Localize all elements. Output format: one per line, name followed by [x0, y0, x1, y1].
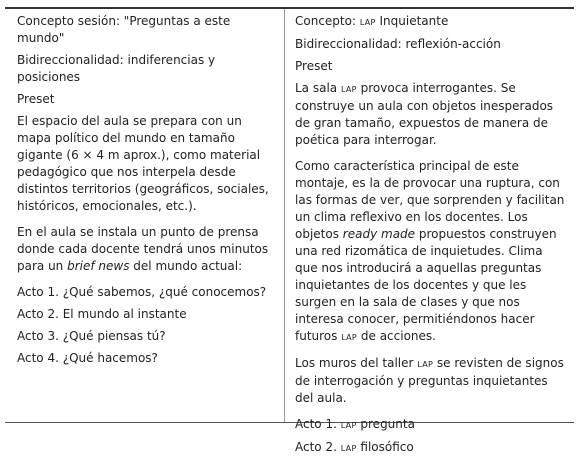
walls-paragraph	[295, 355, 567, 407]
montage-paragraph	[295, 158, 567, 346]
act-2-prefix: Acto 2.	[295, 440, 341, 454]
lap-abbrev: LAP	[341, 333, 358, 342]
lap-abbrev: LAP	[359, 18, 376, 27]
lap-abbrev: LAP	[417, 360, 434, 369]
lap-room-paragraph	[295, 80, 567, 149]
montage-text-a: Como característica principal de este montaje, es la de provocar una ruptura, con las formas de ver, que sorprenden y facilitan un clima reflexivo en los docentes. Los objetos	[295, 159, 565, 241]
lap-abbrev: LAP	[340, 421, 357, 430]
lap-abbrev: LAP	[340, 85, 357, 94]
act-1-suffix: pregunta	[356, 417, 415, 431]
walls-text-b: se revisten de signos de interrogación y preguntas inquietantes del aula.	[295, 356, 564, 405]
lap-concept-suffix: Inquietante	[375, 14, 449, 28]
preset-paragraph: El espacio del aula se prepara con un mapa político del mundo en tamaño gigante (6 × 4 m aprox.), como material pedagógico que nos interpela desde distintos territorios (geográficos, sociales, históricos, emocionales, etc.).	[17, 114, 269, 213]
press-paragraph	[17, 224, 273, 275]
ready-made-emphasis: ready made	[342, 227, 416, 241]
act-1	[295, 416, 567, 434]
preset-heading: Preset	[17, 92, 55, 106]
act-2: Acto 2. El mundo al instante	[17, 307, 187, 321]
lap-room-text-b: provoca interrogantes. Se construye un aula con objetos inesperados de gran tamaño, expuestos de manera de poética para interrogar.	[295, 81, 554, 147]
session-concept: Concepto sesión: "Preguntas a este mundo"	[17, 14, 231, 45]
lap-room-text-a: La sala	[295, 81, 341, 95]
bidirectionality: Bidireccionalidad: reflexión-acción	[295, 37, 501, 51]
act-4: Acto 4. ¿Qué hacemos?	[17, 351, 158, 365]
table-top-rule	[5, 7, 574, 9]
act-2	[295, 439, 567, 457]
lap-concept-prefix: Concepto:	[295, 14, 360, 28]
act-1-prefix: Acto 1.	[295, 417, 341, 431]
act-1: Acto 1. ¿Qué sabemos, ¿qué conocemos?	[17, 285, 267, 299]
lap-concept	[295, 13, 567, 31]
right-column	[295, 13, 567, 462]
montage-text-c: de acciones.	[357, 329, 436, 343]
brief-news-emphasis: brief news	[67, 259, 130, 273]
montage-text-b: propuestos construyen una red rizomática de inquietudes. Clima que nos introducirá a aquellas preguntas inquietantes de los docentes y que les surgen en la sala de clases y que nos interesa conocer, permitiéndonos hacer futuros	[295, 227, 557, 343]
walls-text-a: Los muros del taller	[295, 356, 418, 370]
lap-abbrev: LAP	[340, 444, 357, 453]
column-divider	[284, 9, 285, 422]
press-paragraph-text-a: En el aula se instala un punto de prensa donde cada docente tendrá unos minutos para un	[17, 225, 269, 273]
preset-heading: Preset	[295, 59, 333, 73]
left-column	[17, 13, 273, 372]
act-3: Acto 3. ¿Qué piensas tú?	[17, 329, 166, 343]
bidirectionality: Bidireccionalidad: indiferencias y posiciones	[17, 53, 216, 84]
act-2-suffix: filosófico	[356, 440, 414, 454]
press-paragraph-text-b: del mundo actual:	[129, 259, 243, 273]
